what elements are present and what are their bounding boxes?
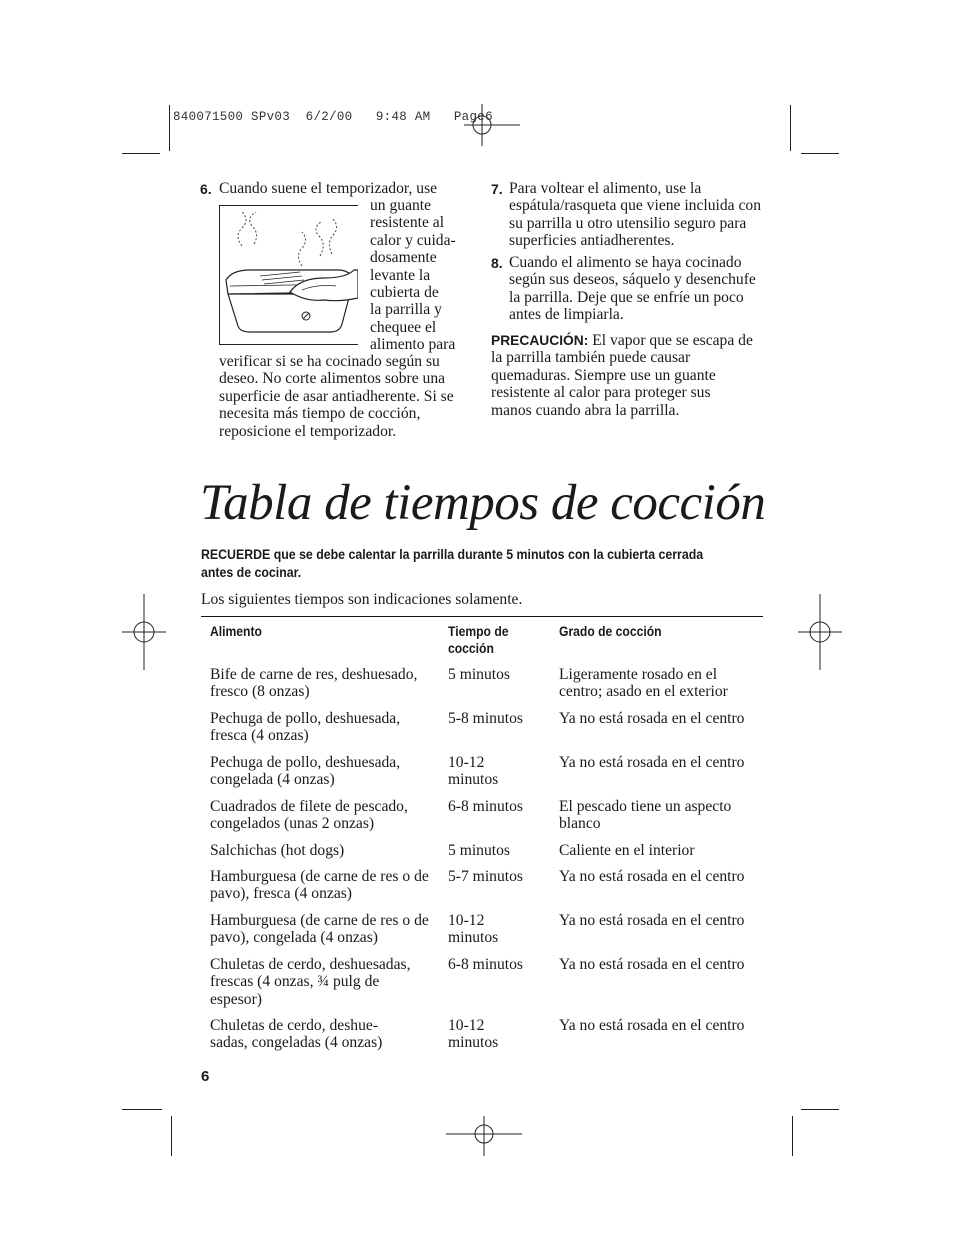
caution-text: El vapor que se escapa de la parrilla también puede causar quemaduras. Siempre use un guante resistente al calor para proteger sus manos cuando abra la parrilla.	[491, 332, 753, 419]
text-line: necesita más tiempo de cocción,	[219, 405, 421, 423]
header-food: Alimento	[210, 624, 262, 639]
step-8-text: Cuando el alimento se haya cocinado según sus deseos, sáquelo y desenchufe la parrilla. Deje que se enfríe un poco antes de limpiarla.	[509, 254, 756, 324]
table-cell-time: 10-12 minutos	[448, 1017, 499, 1052]
table-top-rule	[201, 616, 763, 617]
slug-time: 9:48 AM	[375, 110, 431, 124]
table-cell-time: 5 minutos	[448, 666, 510, 683]
table-intro-note: Los siguientes tiempos son indicaciones solamente.	[201, 591, 523, 608]
step-6-full-text	[219, 353, 454, 440]
registration-mark-right	[794, 594, 846, 670]
table-cell-food: Salchichas (hot dogs)	[210, 842, 345, 859]
step-7-text: Para voltear el alimento, use la espátula/rasqueta que viene incluida con su parrilla u otro utensilio seguro para superficies antiadherentes.	[509, 180, 761, 250]
table-cell-time: 10-12 minutos	[448, 912, 499, 947]
text-line: alimento para	[370, 336, 456, 354]
registration-mark-bottom	[444, 1116, 524, 1156]
text-line: reposicione el temporizador.	[219, 422, 397, 440]
table-cell-doneness: Ligeramente rosado en el centro; asado en el exterior	[559, 666, 728, 701]
slug-code: 840071500 SPv03	[173, 110, 291, 124]
table-cell-food: Chuletas de cerdo, deshuesadas, frescas (4 onzas, ¾ pulg de espesor)	[210, 956, 411, 1008]
step-6-first-line: Cuando suene el temporizador, use	[219, 180, 438, 197]
table-cell-food: Hamburguesa (de carne de res o de pavo), fresca (4 onzas)	[210, 868, 429, 903]
slug-date: 6/2/00	[305, 110, 353, 124]
text-line: cubierta de	[370, 284, 439, 302]
table-cell-doneness: Caliente en el interior	[559, 842, 695, 859]
page-number: 6	[201, 1068, 210, 1085]
slug-page-label: Page	[453, 110, 486, 124]
registration-mark-left	[118, 594, 170, 670]
table-cell-doneness: Ya no está rosada en el centro	[559, 912, 745, 929]
print-slug	[173, 110, 493, 124]
text-line: deseo. No corte alimentos sobre una	[219, 370, 446, 388]
table-cell-food: Chuletas de cerdo, deshue-sadas, congeladas (4 onzas)	[210, 1017, 383, 1052]
caution-label: PRECAUCIÓN:	[491, 333, 589, 348]
text-line: superficie de asar antiadherente. Si se	[219, 387, 454, 405]
table-cell-time: 5-8 minutos	[448, 710, 523, 727]
step-number: 6.	[200, 181, 212, 197]
table-cell-time: 10-12 minutos	[448, 754, 499, 789]
text-line: un guante	[370, 197, 432, 214]
step-7-number: 7.	[491, 181, 503, 197]
table-cell-time: 6-8 minutos	[448, 956, 523, 973]
table-cell-food: Pechuga de pollo, deshuesada, fresca (4 onzas)	[210, 710, 401, 745]
text-line: verificar si se ha cocinado según su	[219, 353, 440, 370]
table-cell-food: Pechuga de pollo, deshuesada, congelada (4 onzas)	[210, 754, 401, 789]
caution-note	[491, 332, 753, 419]
text-line: la parrilla y	[370, 301, 442, 319]
text-line: chequee el	[370, 318, 437, 336]
table-cell-doneness: Ya no está rosada en el centro	[559, 710, 745, 727]
table-cell-food: Cuadrados de filete de pescado, congelados (unas 2 onzas)	[210, 798, 408, 833]
table-cell-time: 6-8 minutos	[448, 798, 523, 815]
text-line: calor y cuida-	[370, 231, 456, 249]
table-cell-time: 5-7 minutos	[448, 868, 523, 885]
grill-with-glove-icon	[220, 206, 358, 344]
table-cell-doneness: Ya no está rosada en el centro	[559, 868, 745, 885]
section-title: Tabla de tiempos de cocción	[200, 475, 766, 531]
table-cell-doneness: Ya no está rosada en el centro	[559, 1017, 745, 1034]
table-cell-food: Hamburguesa (de carne de res o de pavo), congelada (4 onzas)	[210, 912, 429, 947]
text-line: resistente al	[370, 214, 445, 232]
grill-illustration	[219, 205, 358, 345]
table-cell-doneness: El pescado tiene un aspecto blanco	[559, 798, 732, 833]
step-6-wrapped-text	[370, 197, 456, 354]
text-line: levante la	[370, 266, 431, 284]
header-doneness: Grado de cocción	[559, 624, 662, 639]
reminder-note: RECUERDE que se debe calentar la parrilla durante 5 minutos con la cubierta cerrada antes de cocinar.	[201, 547, 704, 581]
header-time: Tiempo de cocción	[448, 624, 509, 656]
table-cell-doneness: Ya no está rosada en el centro	[559, 754, 745, 771]
step-8-number: 8.	[491, 255, 503, 271]
table-cell-food: Bife de carne de res, deshuesado, fresco (8 onzas)	[210, 666, 418, 701]
table-cell-time: 5 minutos	[448, 842, 510, 859]
text-line: dosamente	[370, 249, 437, 267]
table-cell-doneness: Ya no está rosada en el centro	[559, 956, 745, 973]
slug-page-number: 6	[485, 110, 493, 124]
